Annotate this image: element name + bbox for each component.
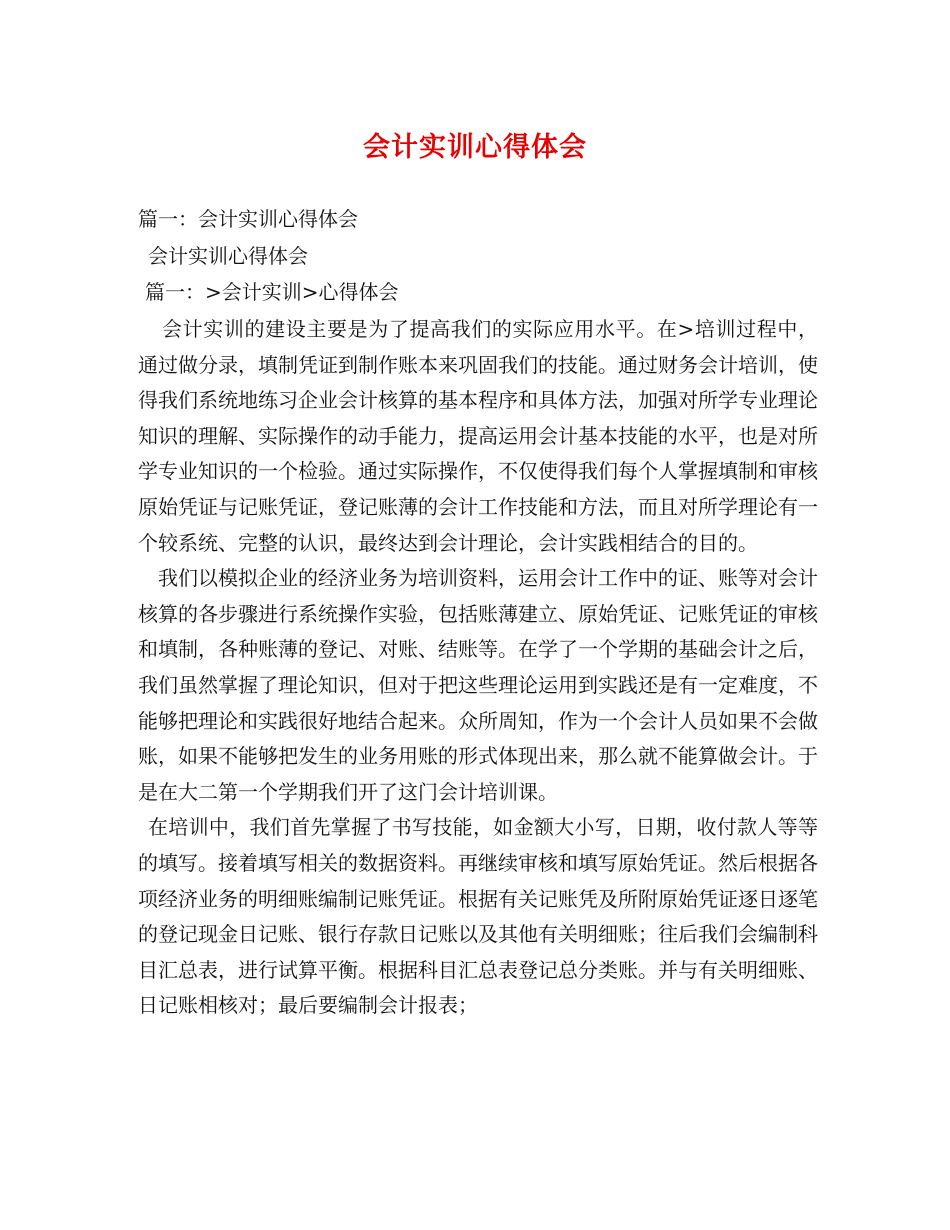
document-body (138, 312, 818, 1024)
section-heading-3: 篇一：>会计实训>心得体会 (145, 280, 399, 304)
section-heading-1: 篇一：会计实训心得体会 (138, 207, 358, 231)
paragraph-3: 在培训中，我们首先掌握了书写技能，如金额大小写，日期，收付款人等等的填写。接着填写相关的数据资料。再继续审核和填写原始凭证。然后根据各项经济业务的明细账编制记账凭证。根据有关记账凭及所附原始凭证逐日逐笔的登记现金日记账、银行存款日记账以及其他有关明细账；往后我们会编制科目汇总表，进行试算平衡。根据科目汇总表登记总分类账。并与有关明细账、日记账相核对；最后要编制会计报表； (138, 815, 818, 1018)
paragraph-1: 会计实训的建设主要是为了提高我们的实际应用水平。在>培训过程中，通过做分录，填制凭证到制作账本来巩固我们的技能。通过财务会计培训，使得我们系统地练习企业会计核算的基本程序和具体方法，加强对所学专业理论知识的理解、实际操作的动手能力，提高运用会计基本技能的水平，也是对所学专业知识的一个检验。通过实际操作，不仅使得我们每个人掌握填制和审核原始凭证与记账凭证，登记账薄的会计工作技能和方法，而且对所学理论有一个较系统、完整的认识，最终达到会计理论，会计实践相结合的目的。 (138, 317, 818, 555)
document-title: 会计实训心得体会 (363, 132, 587, 163)
paragraph-2: 我们以模拟企业的经济业务为培训资料，运用会计工作中的证、账等对会计核算的各步骤进行系统操作实验，包括账薄建立、原始凭证、记账凭证的审核和填制，各种账薄的登记、对账、结账等。在学了一个学期的基础会计之后，我们虽然掌握了理论知识，但对于把这些理论运用到实践还是有一定难度，不能够把理论和实践很好地结合起来。众所周知，作为一个会计人员如果不会做账，如果不能够把发生的业务用账的形式体现出来，那么就不能算做会计。于是在大二第一个学期我们开了这门会计培训课。 (138, 566, 818, 804)
section-heading-2: 会计实训心得体会 (148, 244, 308, 268)
